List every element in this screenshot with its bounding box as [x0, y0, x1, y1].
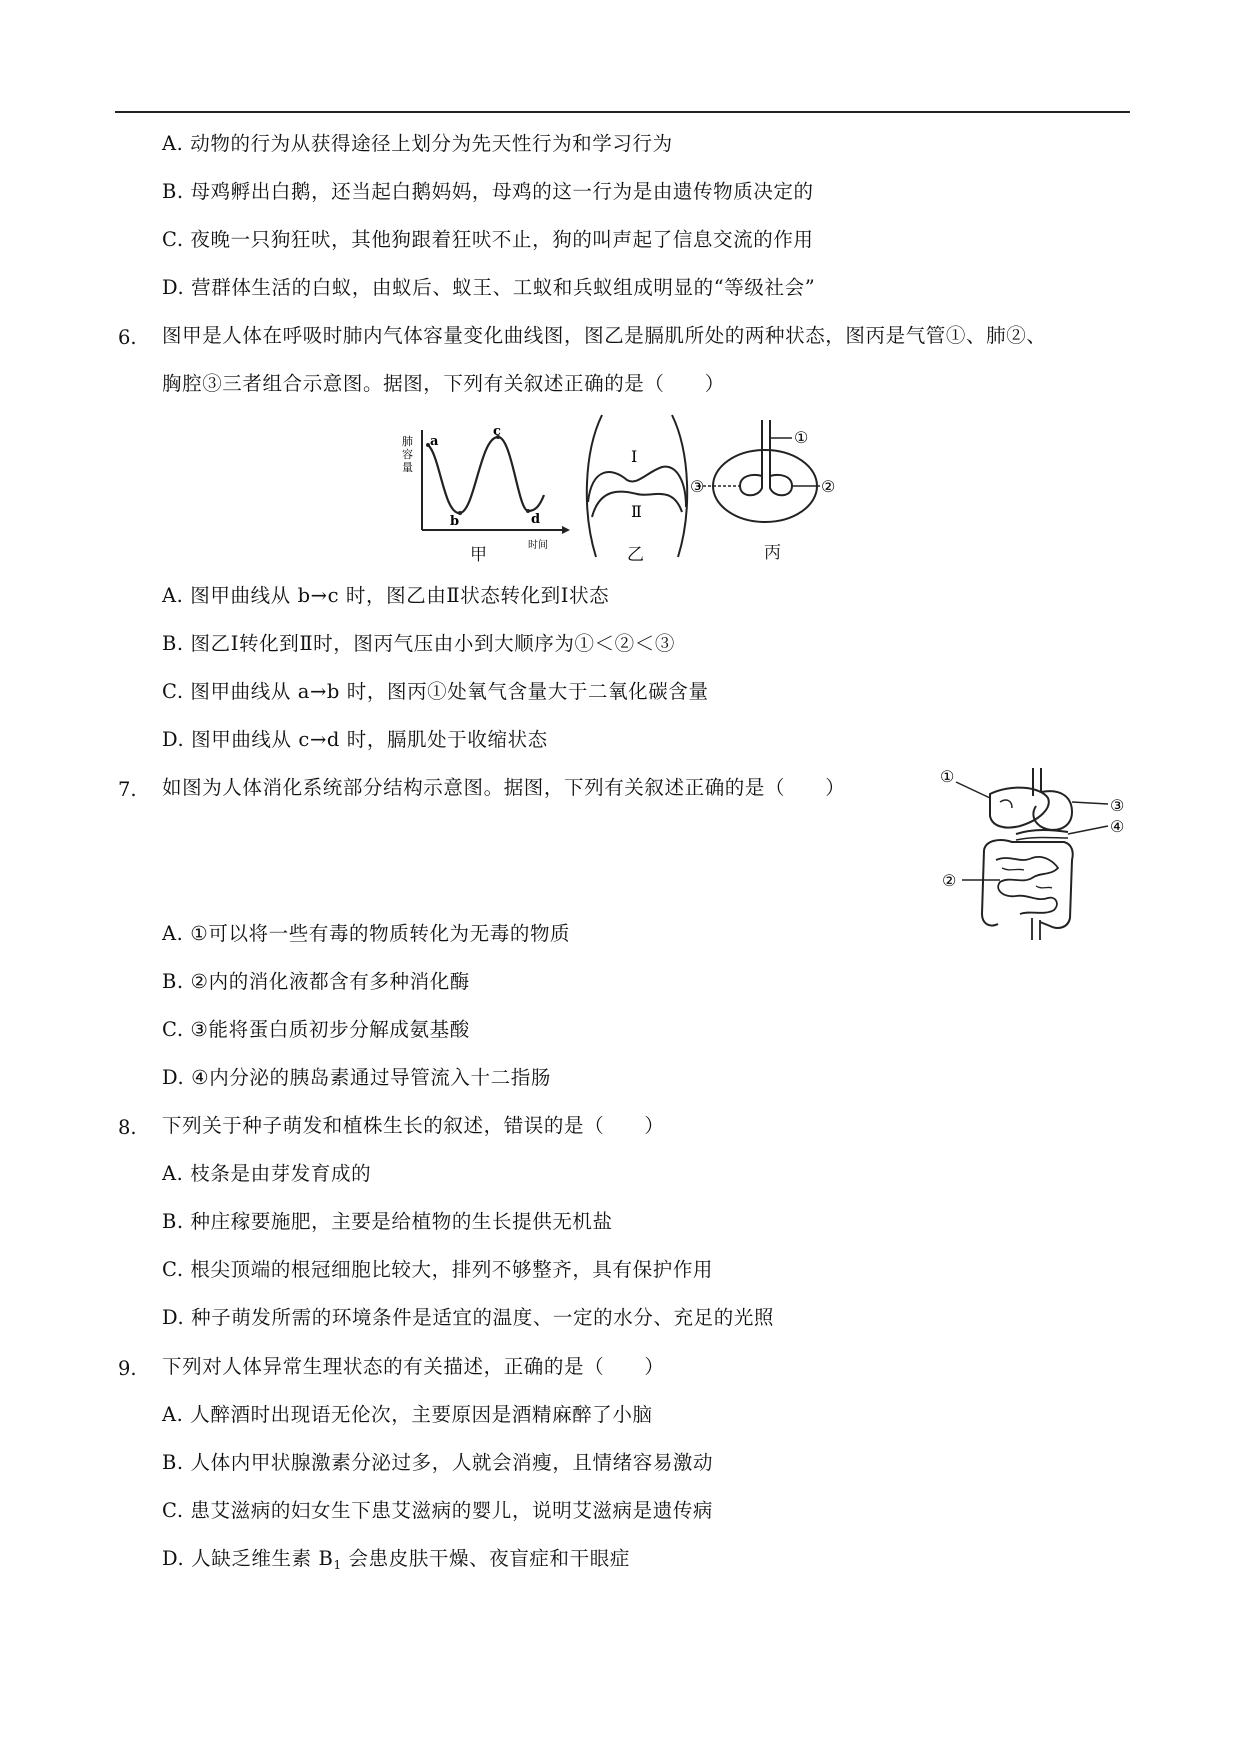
figure-bing-trachea-lung-chest: [690, 418, 850, 532]
q8-option-c: C. 根尖顶端的根冠细胞比较大，排列不够整齐，具有保护作用: [162, 1258, 714, 1281]
q6-stem-line2: 胸腔③三者组合示意图。据图，下列有关叙述正确的是（ ）: [162, 372, 725, 395]
q9-option-c: C. 患艾滋病的妇女生下患艾滋病的婴儿，说明艾滋病是遗传病: [162, 1499, 714, 1522]
jia-xlabel: 时间: [528, 540, 548, 551]
q7-option-a: A. ①可以将一些有毒的物质转化为无毒的物质: [162, 922, 571, 945]
q9-option-d: [162, 1546, 630, 1578]
svg-text:容: 容: [402, 448, 413, 461]
svg-text:量: 量: [402, 461, 413, 474]
figure-yi-caption: 乙: [627, 545, 645, 565]
q7-option-c: C. ③能将蛋白质初步分解成氨基酸: [162, 1018, 470, 1041]
figure-jia-caption: 甲: [470, 545, 488, 565]
jia-point-d: d: [531, 512, 541, 527]
q7-stem: 如图为人体消化系统部分结构示意图。据图，下列有关叙述正确的是（ ）: [162, 776, 846, 799]
bing-label-1: ①: [794, 428, 809, 447]
q6-stem-line1: 图甲是人体在呼吸时肺内气体容量变化曲线图，图乙是膈肌所处的两种状态，图丙是气管①、肺②、: [162, 324, 1047, 347]
digestive-label-1: ①: [940, 768, 955, 786]
q9-option-a: A. 人醉酒时出现语无伦次，主要原因是酒精麻醉了小脑: [162, 1403, 653, 1426]
figure-digestive-system: [940, 768, 1130, 952]
q9-option-d-pre: D. 人缺乏维生素 B: [162, 1547, 334, 1570]
figure-bing-caption: 丙: [764, 543, 782, 563]
digestive-label-4: ④: [1110, 817, 1125, 836]
digestive-label-3: ③: [1110, 796, 1125, 815]
q8-stem: 下列关于种子萌发和植株生长的叙述，错误的是（ ）: [162, 1114, 665, 1137]
jia-point-b: b: [450, 514, 460, 529]
q6-option-b: B. 图乙Ⅰ转化到Ⅱ时，图丙气压由小到大顺序为①＜②＜③: [162, 632, 675, 655]
header-rule: [115, 111, 1130, 113]
digestive-label-2: ②: [942, 871, 957, 890]
q5-option-a: A. 动物的行为从获得途径上划分为先天性行为和学习行为: [162, 132, 673, 155]
q9-stem: 下列对人体异常生理状态的有关描述，正确的是（ ）: [162, 1355, 665, 1378]
q6-option-d: D. 图甲曲线从 c→d 时，膈肌处于收缩状态: [162, 728, 548, 751]
q9-option-b: B. 人体内甲状腺激素分泌过多，人就会消瘦，且情绪容易激动: [162, 1451, 714, 1474]
yi-label-lower: Ⅱ: [631, 502, 642, 521]
jia-ylabel-1: 肺: [402, 435, 413, 448]
q9-number: 9.: [118, 1357, 137, 1380]
q5-option-c: C. 夜晚一只狗狂吠，其他狗跟着狂吠不止，狗的叫声起了信息交流的作用: [162, 228, 814, 251]
q8-option-b: B. 种庄稼要施肥，主要是给植物的生长提供无机盐: [162, 1210, 613, 1233]
q6-option-c: C. 图甲曲线从 a→b 时，图丙①处氧气含量大于二氧化碳含量: [162, 680, 709, 703]
q9-option-d-subscript: 1: [333, 1558, 342, 1572]
q8-number: 8.: [118, 1116, 137, 1139]
bing-label-2: ②: [821, 477, 836, 496]
jia-point-c: c: [493, 425, 501, 439]
q6-number: 6.: [118, 326, 137, 349]
q7-option-b: B. ②内的消化液都含有多种消化酶: [162, 970, 470, 993]
yi-label-upper: Ⅰ: [631, 447, 638, 466]
q8-option-a: A. 枝条是由芽发育成的: [162, 1162, 372, 1185]
q8-option-d: D. 种子萌发所需的环境条件是适宜的温度、一定的水分、充足的光照: [162, 1306, 775, 1329]
q6-option-a: A. 图甲曲线从 b→c 时，图乙由Ⅱ状态转化到Ⅰ状态: [162, 584, 610, 607]
q7-number: 7.: [118, 778, 137, 801]
q5-option-d: D. 营群体生活的白蚁，由蚁后、蚁王、工蚁和兵蚁组成明显的“等级社会”: [162, 276, 816, 299]
q5-option-b: B. 母鸡孵出白鹅，还当起白鹅妈妈，母鸡的这一行为是由遗传物质决定的: [162, 180, 814, 203]
q9-option-d-post: 会患皮肤干燥、夜盲症和干眼症: [341, 1547, 630, 1570]
q7-option-d: D. ④内分泌的胰岛素通过导管流入十二指肠: [162, 1066, 551, 1089]
bing-label-3: ③: [690, 477, 705, 496]
jia-point-a: a: [430, 434, 439, 449]
